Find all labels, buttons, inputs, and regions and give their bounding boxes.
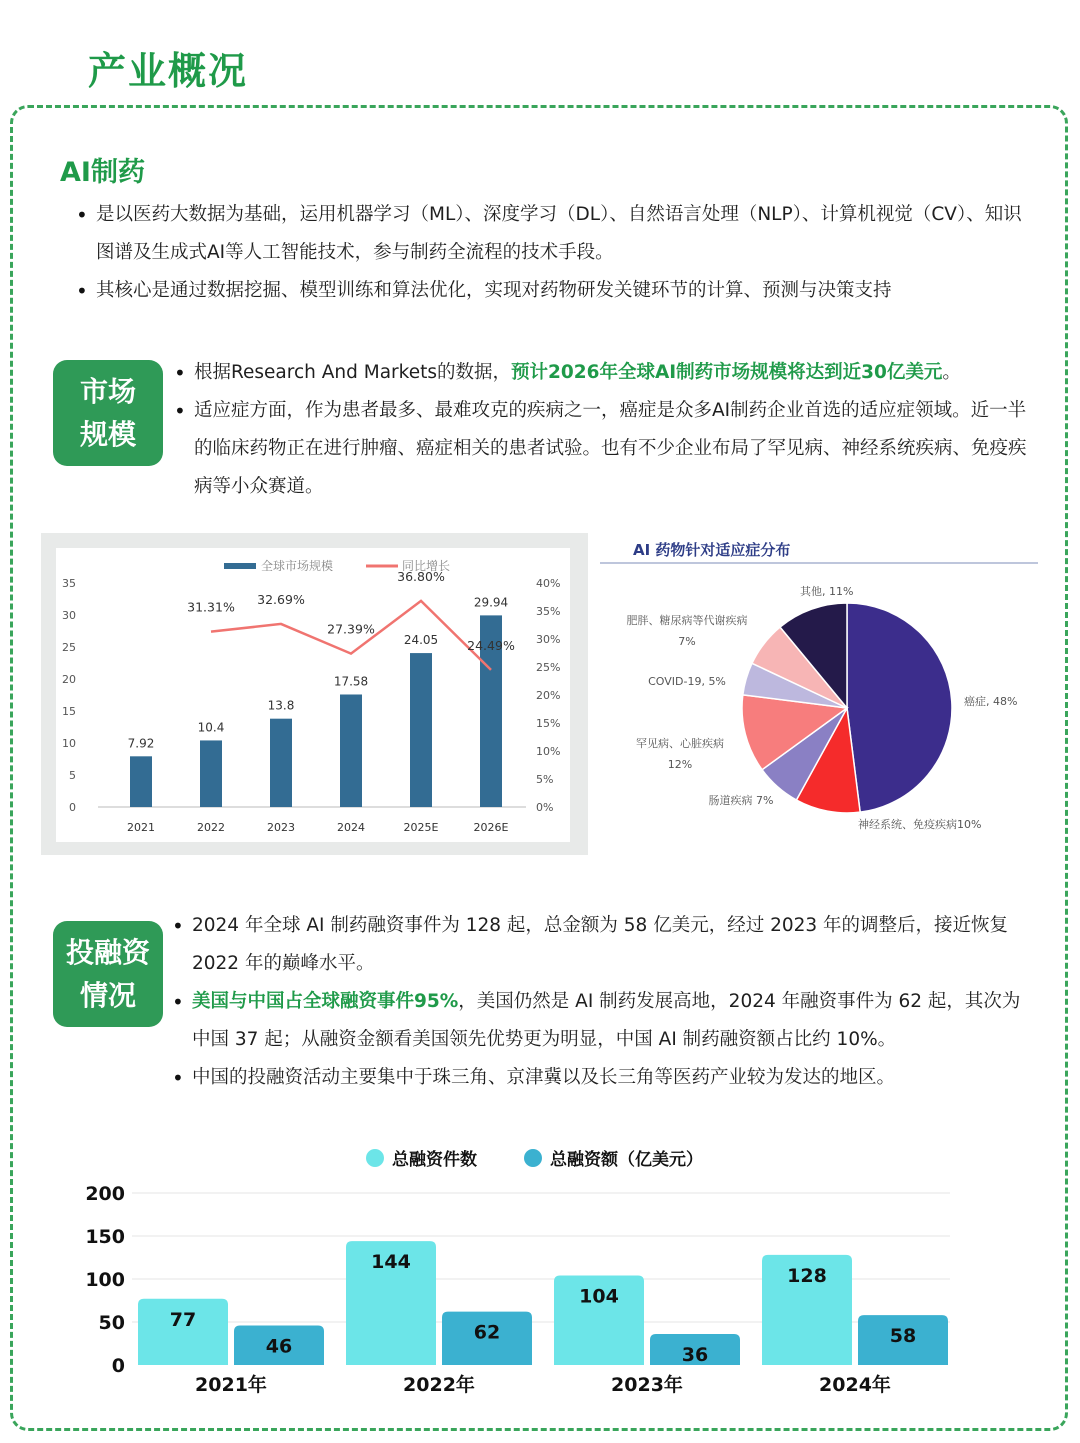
page-title: 产业概况 (88, 49, 249, 93)
bar (270, 719, 292, 807)
badge-line: 投融资 (65, 936, 150, 969)
bar-value-label: 17.58 (333, 674, 369, 689)
x-tick-label: 2022年 (403, 1374, 475, 1396)
market-size-badge (53, 360, 163, 466)
y2-tick-label: 30% (536, 633, 561, 646)
growth-value-label: 24.49% (467, 637, 515, 653)
bar (130, 756, 152, 807)
y2-tick-label: 0% (536, 801, 554, 814)
ai-section-title: AI制药 (60, 157, 145, 188)
investment-bullet-list (168, 907, 1036, 1097)
y-tick-label: 0 (69, 801, 76, 814)
bar-value-label: 58 (889, 1325, 917, 1348)
y-tick-label: 0 (111, 1355, 125, 1377)
bar-value-label: 24.05 (403, 633, 439, 648)
bar-value-label: 36 (681, 1344, 709, 1367)
x-tick-label: 2024 (337, 821, 365, 834)
y-tick-label: 5 (69, 769, 76, 782)
legend-swatch-amount (524, 1149, 542, 1167)
highlight-text: 预计2026年全球AI制药市场规模将达到近30亿美元 (510, 362, 943, 383)
investment-bullet: • 中国的投融资活动主要集中于珠三角、京津冀以及长三角等医药产业较为发达的地区。 (168, 1059, 1036, 1097)
y2-tick-label: 25% (536, 661, 561, 674)
legend-label: 全球市场规模 (261, 559, 334, 573)
y2-tick-label: 15% (536, 717, 561, 730)
ai-bullet: • 其核心是通过数据挖掘、模型训练和算法优化，实现对药物研发关键环节的计算、预测与决策支持 (72, 272, 1032, 310)
y-tick-label: 200 (85, 1183, 125, 1205)
investment-bullet (168, 983, 1036, 1059)
pie-label: 神经系统、免疫疾病10% (858, 818, 982, 831)
growth-value-label: 31.31% (187, 599, 235, 615)
x-tick-label: 2023 (267, 821, 295, 834)
y-tick-label: 50 (98, 1312, 125, 1334)
bar-value-label: 144 (371, 1251, 411, 1274)
bar-value-label: 62 (473, 1321, 501, 1344)
market-bullet: • 适应症方面，作为患者最多、最难攻克的疾病之一，癌症是众多AI制药企业首选的适应症领域。近一半的临床药物正在进行肿瘤、癌症相关的患者试验。也有不少企业布局了罕见病、神经系统疾病、免疫疾病等小众赛道。 (170, 392, 1030, 506)
x-tick-label: 2021 (127, 821, 155, 834)
pie-slice (847, 603, 952, 812)
y2-tick-label: 35% (536, 605, 561, 618)
ai-bullet-list (72, 196, 1032, 310)
investment-badge (53, 921, 163, 1027)
pie-label: 癌症, 48% (964, 695, 1018, 708)
bar-value-label: 77 (169, 1308, 197, 1331)
pie-label: 肠道疾病 7% (708, 794, 774, 807)
bullet-text: ，美国仍然是 AI 制药发展高地，2024 年融资事件为 62 起，其次为中国 37 起；从融资金额看美国领先优势更为明显，中国 AI 制药融资额占比约 10%。 (192, 991, 1021, 1050)
indication-pie-chart (596, 535, 1042, 845)
y-tick-label: 15 (62, 705, 76, 718)
y2-tick-label: 10% (536, 745, 561, 758)
chart-title: AI 药物针对适应症分布 (633, 541, 791, 559)
legend-label: 总融资件数 (392, 1150, 477, 1170)
bar (340, 694, 362, 807)
y-tick-label: 150 (85, 1226, 125, 1248)
growth-value-label: 27.39% (327, 621, 375, 637)
legend-swatch-market (224, 563, 256, 569)
x-tick-label: 2026E (473, 821, 509, 834)
market-size-chart (56, 548, 570, 842)
funding-bar-chart (70, 1135, 970, 1405)
bar (200, 740, 222, 807)
x-tick-label: 2025E (403, 821, 439, 834)
x-tick-label: 2024年 (819, 1374, 891, 1396)
growth-value-label: 36.80% (397, 568, 445, 584)
y-tick-label: 35 (62, 577, 76, 590)
badge-line: 规模 (79, 418, 136, 451)
bar-value-label: 13.8 (267, 698, 295, 713)
market-bullet (170, 354, 1030, 392)
bar-value-label: 29.94 (473, 595, 509, 610)
growth-value-label: 32.69% (257, 591, 305, 607)
bar-value-label: 104 (579, 1285, 619, 1308)
ai-bullet: • 是以医药大数据为基础，运用机器学习（ML）、深度学习（DL）、自然语言处理（NLP）、计算机视觉（CV）、知识图谱及生成式AI等人工智能技术，参与制药全流程的技术手段。 (72, 196, 1032, 272)
bullet-text: 。 (942, 362, 961, 383)
x-tick-label: 2021年 (195, 1374, 267, 1396)
y-tick-label: 10 (62, 737, 76, 750)
x-tick-label: 2022 (197, 821, 225, 834)
market-chart-area (56, 548, 570, 842)
y2-tick-label: 40% (536, 577, 561, 590)
pie-label: 肥胖、糖尿病等代谢疾病 7% (626, 614, 748, 648)
legend-swatch-count (366, 1149, 384, 1167)
bar-value-label: 46 (265, 1335, 293, 1358)
legend-label: 同比增长 (402, 559, 451, 573)
y-tick-label: 20 (62, 673, 76, 686)
y2-tick-label: 20% (536, 689, 561, 702)
market-bullet-list (170, 354, 1030, 506)
pie-label: COVID-19, 5% (648, 675, 726, 688)
bar-value-label: 10.4 (197, 720, 225, 735)
y-tick-label: 25 (62, 641, 76, 654)
pie-label: 其他, 11% (800, 585, 854, 598)
badge-line: 情况 (79, 979, 136, 1012)
bar-value-label: 7.92 (127, 736, 155, 751)
bar (410, 653, 432, 807)
legend-label: 总融资额（亿美元） (550, 1150, 703, 1170)
investment-bullet: • 2024 年全球 AI 制药融资事件为 128 起，总金额为 58 亿美元，经过 2023 年的调整后，接近恢复 2022 年的巅峰水平。 (168, 907, 1036, 983)
badge-line: 市场 (79, 375, 136, 408)
bar-value-label: 128 (787, 1264, 827, 1287)
y-tick-label: 30 (62, 609, 76, 622)
highlight-text: 美国与中国占全球融资事件95% (192, 991, 459, 1012)
x-tick-label: 2023年 (611, 1374, 683, 1396)
pie-label: 罕见病、心脏疾病 12% (636, 737, 724, 771)
y2-tick-label: 5% (536, 773, 554, 786)
bullet-text: 根据Research And Markets的数据， (194, 362, 511, 383)
y-tick-label: 100 (85, 1269, 125, 1291)
